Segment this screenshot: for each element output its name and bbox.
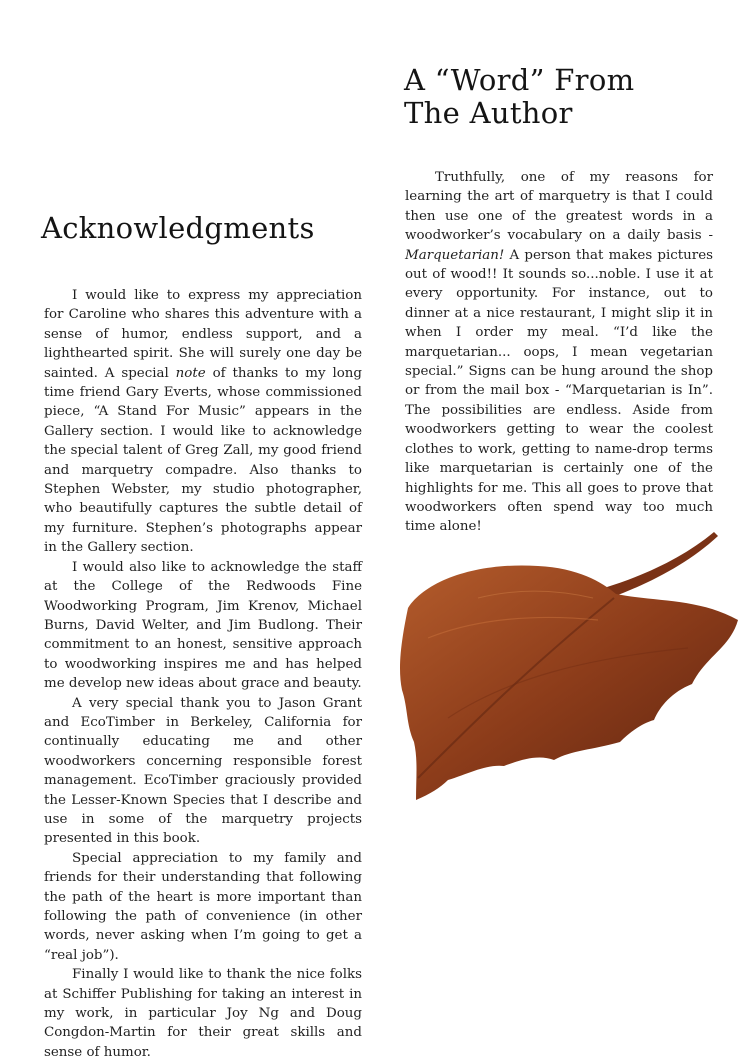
author-section-body [405, 168, 713, 537]
author-section-title [404, 64, 724, 130]
leaf-body [400, 565, 738, 800]
author-title-line-1: A “Word” From [404, 63, 635, 97]
author-title-line-2: The Author [404, 96, 573, 130]
author-paragraph: Truthfully, one of my reasons for learning the art of marquetry is that I could then use one of the greatest words in a woodworker’s vocabulary on a daily basis - Marquetarian! A person that makes pictures out of wood!! It sounds so...noble. I use it at every opportunity. For instance, out to dinner at a nice restaurant, I might slip it in when I order my meal. “I’d like the marquetarian... oops, I mean vegetarian special.” Signs can be hung around the shop or from the mail box - “Marquetarian is In”. The possibilities are endless. Aside from woodworkers getting to wear the coolest clothes to work, getting to name-drop terms like marquetarian is certainly one of the highlights for me. This all goes to prove that woodworkers often spend way too much time alone! [405, 170, 713, 535]
acknowledgments-paragraph-2: I would also like to acknowledge the staff at the College of the Redwoods Fine Woodworking Program, Jim Krenov, Michael Burns, David Welter, and Jim Budlong. Their commitment to an honest, sensitive approach to woodworking inspires me and has helped me develop new ideas about grace and beauty. [44, 559, 362, 692]
acknowledgments-paragraph-1: I would like to express my appreciation for Caroline who shares this adventure with a sense of humor, endless support, and a lighthearted spirit. She will surely one day be sainted. A special note of thanks to my long time friend Gary Everts, whose commissioned piece, “A Stand For Music” appears in the Gallery section. I would like to acknowledge the special talent of Greg Zall, my good friend and marquetry compadre. Also thanks to Stephen Webster, my studio photographer, who beautifully captures the subtle detail of my furniture. Stephen’s photographs appear in the Gallery section. [44, 288, 362, 556]
acknowledgments-paragraph-4: Special appreciation to my family and friends for their understanding that following the path of the heart is more important than following the path of convenience (in other words, never asking when I’m going to get a “real job”). [44, 850, 362, 963]
acknowledgments-paragraph-3: A very special thank you to Jason Grant and EcoTimber in Berkeley, California for continually educating me and other woodworkers concerning responsible forest management. EcoTimber graciously provided the Lesser-Known Species that I describe and use in some of the marquetry projects presented in this book. [44, 695, 362, 847]
wood-leaf-illustration [388, 528, 748, 808]
acknowledgments-paragraph-5: Finally I would like to thank the nice folks at Schiffer Publishing for taking an interest in my work, in particular Joy Ng and Doug Congdon-Martin for their great skills and sense of humor. [44, 967, 362, 1060]
acknowledgments-title: Acknowledgments [41, 211, 315, 245]
leaf-stem [604, 532, 718, 598]
acknowledgments-body [44, 286, 362, 1062]
